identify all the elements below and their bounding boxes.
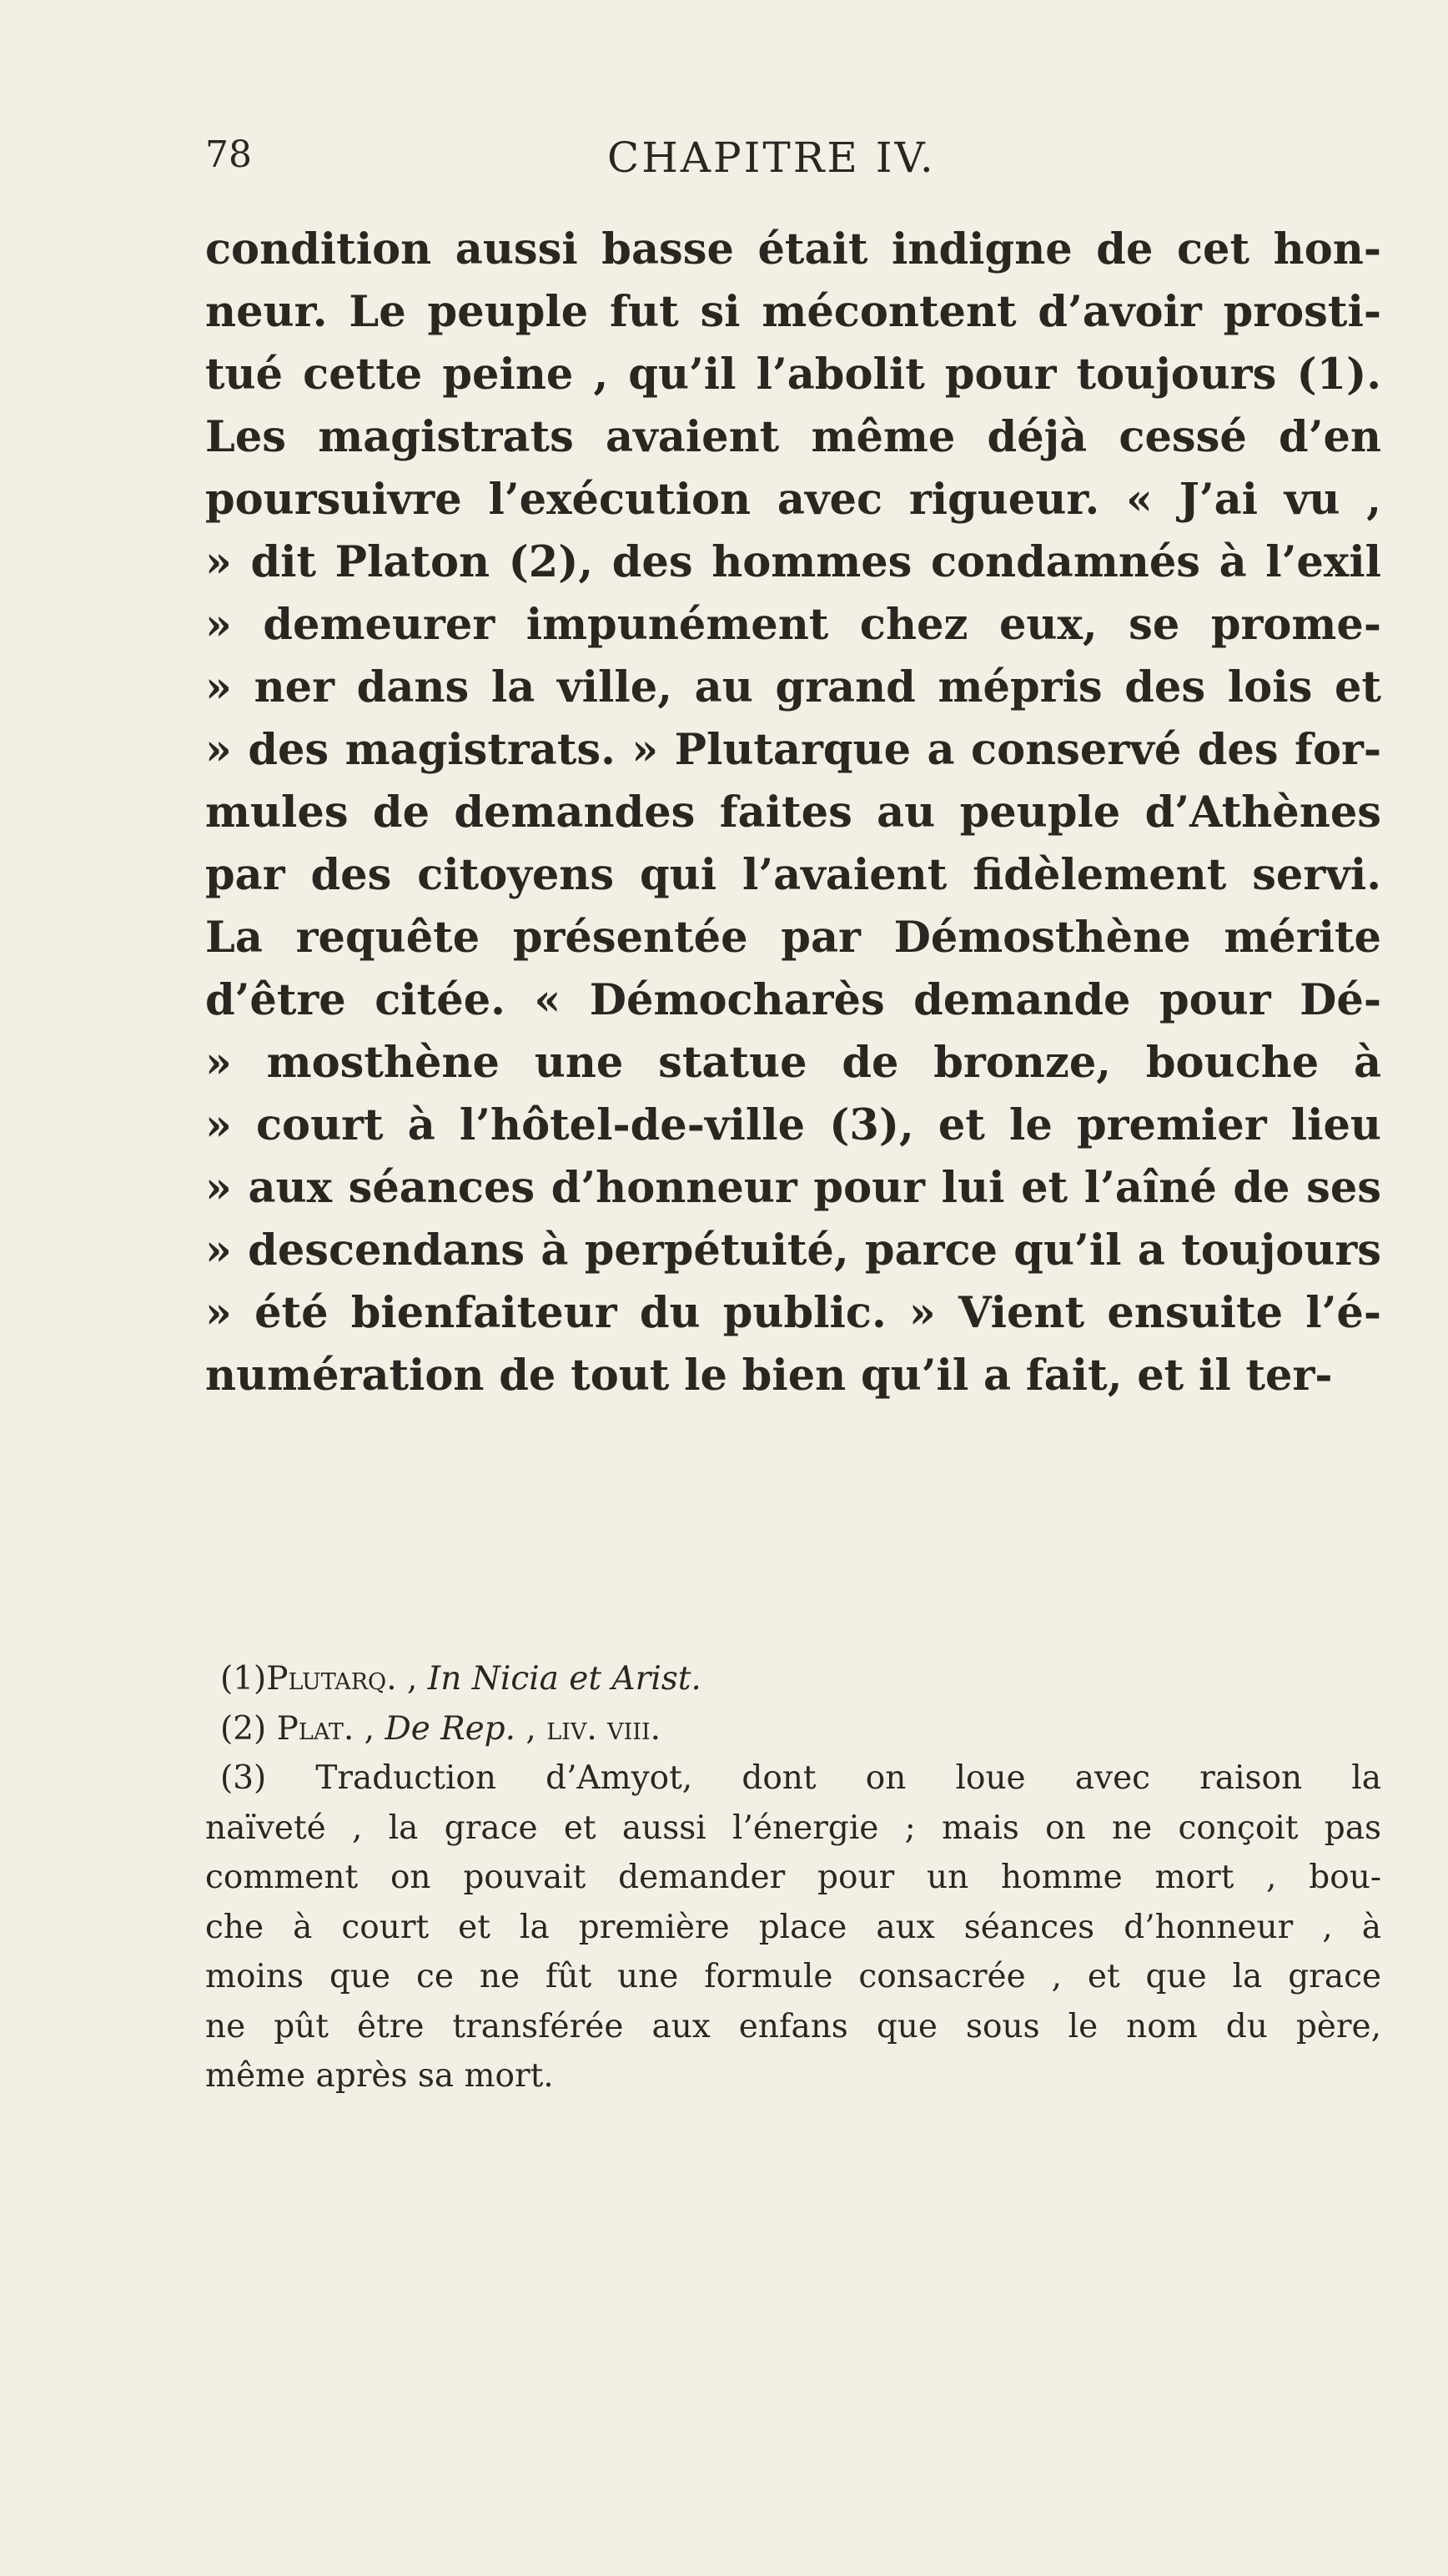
body-line: poursuivre l’exécution avec rigueur. « J’ai vu ,: [205, 475, 1381, 525]
footnotes: [205, 1654, 1381, 2101]
footnote-3-line: (3) Traduction d’Amyot, dont on loue avec raison la: [220, 1759, 1381, 1797]
body-text: [205, 219, 1381, 1407]
body-line: Les magistrats avaient même déjà cessé d’en: [205, 412, 1381, 462]
body-line: neur. Le peuple fut si mécontent d’avoir prosti-: [205, 287, 1381, 337]
footnote-1: [205, 1654, 1381, 1704]
footnote-3-line: comment on pouvait demander pour un homme mort , bou-: [205, 1859, 1381, 1896]
footnote-separator: ,: [354, 1709, 385, 1748]
body-line: La requête présentée par Démosthène mérite: [205, 913, 1381, 963]
footnote-reference: , liv. viii.: [515, 1709, 661, 1748]
footnote-3-line: naïveté , la grace et aussi l’énergie ; mais on ne conçoit pas: [205, 1809, 1381, 1847]
body-line: » ner dans la ville, au grand mépris des lois et: [205, 662, 1381, 712]
page-header: [205, 133, 1406, 200]
footnote-work: De Rep.: [385, 1709, 516, 1748]
footnote-marker: (1): [220, 1660, 267, 1698]
body-line: numération de tout le bien qu’il a fait, et il ter-: [205, 1351, 1333, 1401]
body-line: » été bienfaiteur du public. » Vient ensuite l’é-: [205, 1288, 1381, 1338]
page-number: 78: [205, 133, 252, 176]
footnote-work: In Nicia et Arist.: [427, 1660, 701, 1698]
body-line: » des magistrats. » Plutarque a conservé des for-: [205, 725, 1381, 775]
footnote-3-line: che à court et la première place aux séances d’honneur , à: [205, 1908, 1381, 1946]
running-title: CHAPITRE IV.: [607, 133, 936, 182]
footnote-author: Plutarq.: [266, 1660, 397, 1698]
body-line: d’être citée. « Démocharès demande pour Dé-: [205, 975, 1381, 1025]
footnote-separator: ,: [396, 1660, 428, 1698]
body-line: par des citoyens qui l’avaient fidèlement servi.: [205, 850, 1381, 900]
body-line: condition aussi basse était indigne de cet hon-: [205, 224, 1381, 274]
footnote-2: [205, 1704, 1381, 1754]
footnote-3-line: ne pût être transférée aux enfans que sous le nom du père,: [205, 2007, 1381, 2045]
body-line: tué cette peine , qu’il l’abolit pour toujours (1).: [205, 350, 1381, 400]
body-line: » demeurer impunément chez eux, se prome-: [205, 600, 1381, 650]
body-line: mules de demandes faites au peuple d’Athènes: [205, 787, 1381, 838]
body-line: » aux séances d’honneur pour lui et l’aîné de ses: [205, 1163, 1381, 1213]
body-line: » descendans à perpétuité, parce qu’il a toujours: [205, 1225, 1381, 1275]
footnote-3-line: même après sa mort.: [205, 2057, 554, 2095]
footnote-author: Plat.: [276, 1709, 354, 1748]
body-line: » dit Platon (2), des hommes condamnés à l’exil: [205, 537, 1381, 587]
body-line: » court à l’hôtel-de-ville (3), et le premier lieu: [205, 1100, 1381, 1150]
body-line: » mosthène une statue de bronze, bouche à: [205, 1038, 1381, 1088]
footnote-3-line: moins que ce ne fût une formule consacrée , et que la grace: [205, 1958, 1381, 1995]
footnote-marker: (2): [220, 1709, 267, 1748]
